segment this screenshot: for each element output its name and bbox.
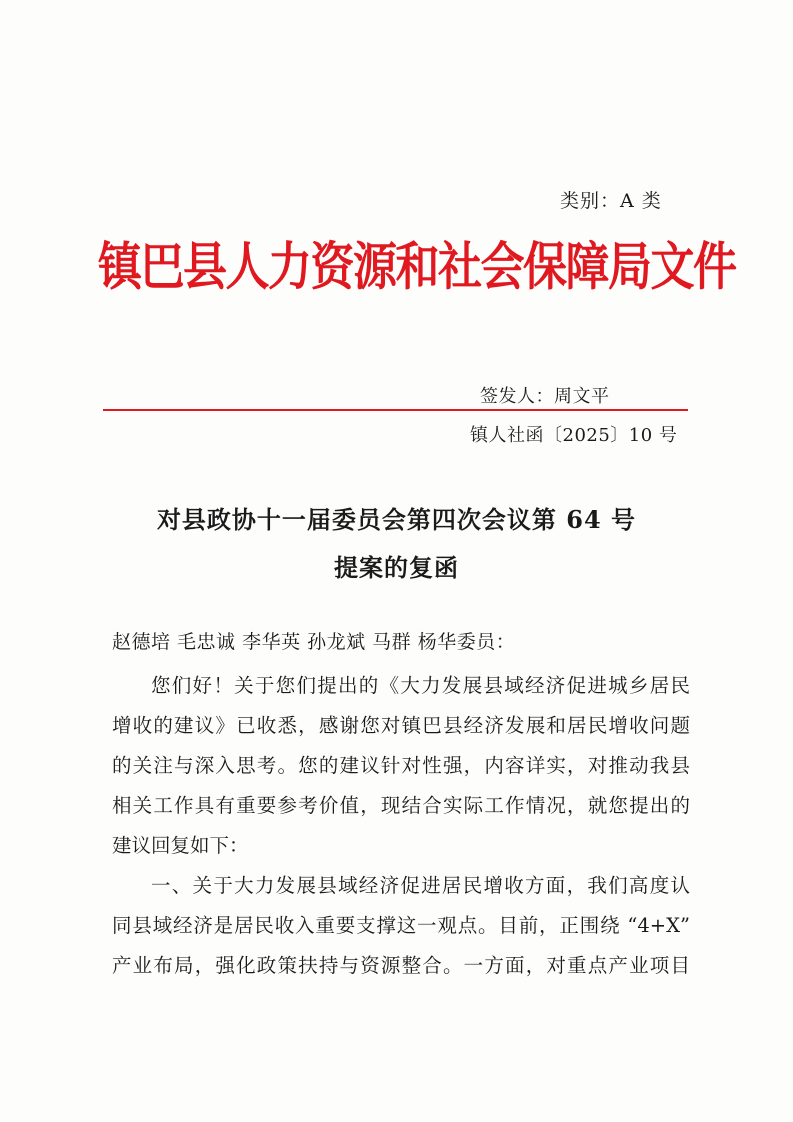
document-category: 类别：A 类 <box>560 190 662 212</box>
issuer-red-header: 镇巴县人力资源和社会保障局文件 <box>98 237 736 298</box>
body-line: 增收的建议》已收悉，感谢您对镇巴县经济发展和居民增收问题 <box>112 714 690 737</box>
red-divider-line <box>103 409 688 411</box>
title-line-2: 提案的复函 <box>334 553 459 582</box>
signer-line: 签发人：周文平 <box>480 386 610 407</box>
paragraph-2 <box>112 866 690 986</box>
body-line: 同县域经济是居民收入重要支撑这一观点。目前，正围绕 “4+X” <box>112 914 690 937</box>
document-number: 镇人社函〔2025〕10 号 <box>470 425 678 446</box>
paragraph-1 <box>112 666 690 866</box>
body-line: 一、关于大力发展县域经济促进居民增收方面，我们高度认 <box>151 874 690 897</box>
body-line: 的关注与深入思考。您的建议针对性强，内容详实，对推动我县 <box>112 754 690 777</box>
body-line: 建议回复如下： <box>112 834 249 857</box>
document-title <box>90 496 703 592</box>
body-text <box>112 666 690 986</box>
body-line: 相关工作具有重要参考价值，现结合实际工作情况，就您提出的 <box>112 794 690 817</box>
body-line: 产业布局，强化政策扶持与资源整合。一方面，对重点产业项目 <box>112 954 690 977</box>
body-line: 您们好！关于您们提出的《大力发展县域经济促进城乡居民 <box>151 674 690 697</box>
addressees-line: 赵德培 毛忠诚 李华英 孙龙斌 马群 杨华委员： <box>112 631 516 653</box>
title-line-1: 对县政协十一届委员会第四次会议第 64 号 <box>156 505 637 534</box>
